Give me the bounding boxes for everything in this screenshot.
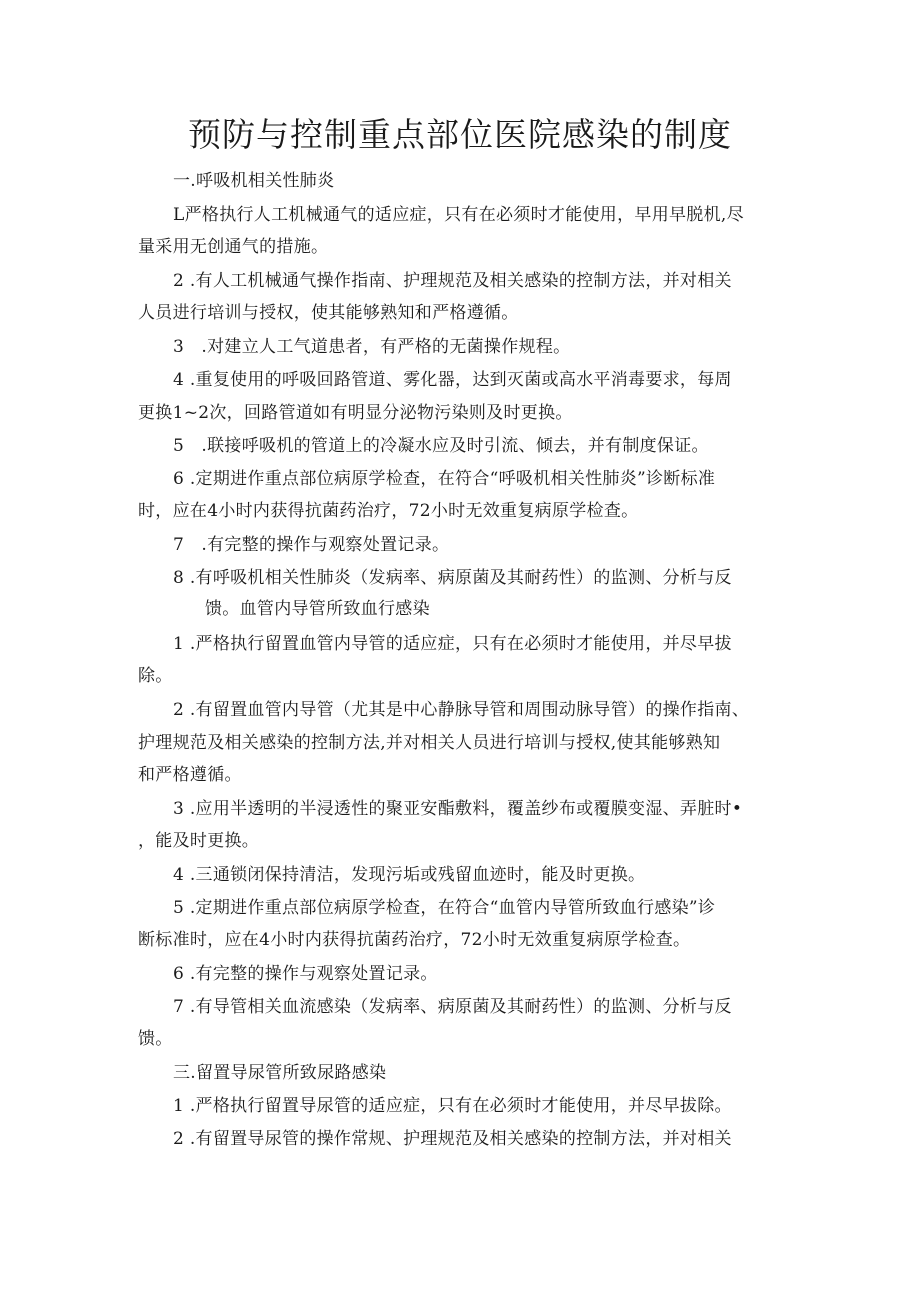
paragraph-line: 7 .有完整的操作与观察处置记录。 xyxy=(173,535,450,555)
section-heading-1: 一.呼吸机相关性肺炎 xyxy=(173,171,335,191)
paragraph-line: 3 .应用半透明的半浸透性的聚亚安酯敷料，覆盖纱布或覆膜变湿、弄脏时• xyxy=(173,799,743,819)
paragraph-line: 时，应在4小时内获得抗菌药治疗，72小时无效重复病原学检查。 xyxy=(138,501,639,521)
paragraph-line: 2 .有留置导尿管的操作常规、护理规范及相关感染的控制方法，并对相关 xyxy=(173,1129,732,1149)
paragraph-line: 6 .定期进作重点部位病原学检查，在符合“呼吸机相关性肺炎”诊断标准 xyxy=(173,469,716,489)
paragraph-line: 护理规范及相关感染的控制方法,并对相关人员进行培训与授权,使其能够熟知 xyxy=(138,733,721,753)
paragraph-line: 馈。 xyxy=(138,1029,173,1049)
page-title: 预防与控制重点部位医院感染的制度 xyxy=(188,115,732,154)
paragraph-line: 4 .三通锁闭保持清洁，发现污垢或残留血迹时，能及时更换。 xyxy=(173,865,646,885)
paragraph-line: 2 .有留置血管内导管（尤其是中心静脉导管和周围动脉导管）的操作指南、 xyxy=(173,700,750,720)
section-heading-3: 三.留置导尿管所致尿路感染 xyxy=(173,1063,387,1083)
paragraph-line: 4 .重复使用的呼吸回路管道、雾化器，达到灭菌或高水平消毒要求，每周 xyxy=(173,370,732,390)
paragraph-line: 7 .有导管相关血流感染（发病率、病原菌及其耐药性）的监测、分析与反 xyxy=(173,997,732,1017)
paragraph-line: 人员进行培训与授权，使其能够熟知和严格遵循。 xyxy=(138,303,519,323)
paragraph-line: 5 .定期进作重点部位病原学检查，在符合“血管内导管所致血行感染”诊 xyxy=(173,898,716,918)
paragraph-line: 除。 xyxy=(138,666,173,686)
paragraph-line: 3 .对建立人工气道患者，有严格的无菌操作规程。 xyxy=(173,337,571,357)
paragraph-line: 1 .严格执行留置导尿管的适应症，只有在必须时才能使用，并尽早拔除。 xyxy=(173,1096,732,1116)
paragraph-line: 6 .有完整的操作与观察处置记录。 xyxy=(173,964,438,984)
paragraph-line: 和严格遵循。 xyxy=(138,765,242,785)
paragraph-line: 断标准时，应在4小时内获得抗菌药治疗，72小时无效重复病原学检查。 xyxy=(138,930,691,950)
paragraph-line: 8 .有呼吸机相关性肺炎（发病率、病原菌及其耐药性）的监测、分析与反 xyxy=(173,568,732,588)
paragraph-line: 5 .联接呼吸机的管道上的冷凝水应及时引流、倾去，并有制度保证。 xyxy=(173,436,709,456)
paragraph-line: 量采用无创通气的措施。 xyxy=(138,237,329,257)
paragraph-line: 2 .有人工机械通气操作指南、护理规范及相关感染的控制方法，并对相关 xyxy=(173,271,732,291)
paragraph-line: ，能及时更换。 xyxy=(138,831,260,851)
paragraph-line: 1 .严格执行留置血管内导管的适应症，只有在必须时才能使用，并尽早拔 xyxy=(173,634,732,654)
paragraph-line: L严格执行人工机械通气的适应症，只有在必须时才能使用，早用早脱机,尽 xyxy=(173,205,744,225)
paragraph-line: 更换1~2次，回路管道如有明显分泌物污染则及时更换。 xyxy=(138,403,573,423)
section-heading-2: 馈。血管内导管所致血行感染 xyxy=(205,599,430,619)
